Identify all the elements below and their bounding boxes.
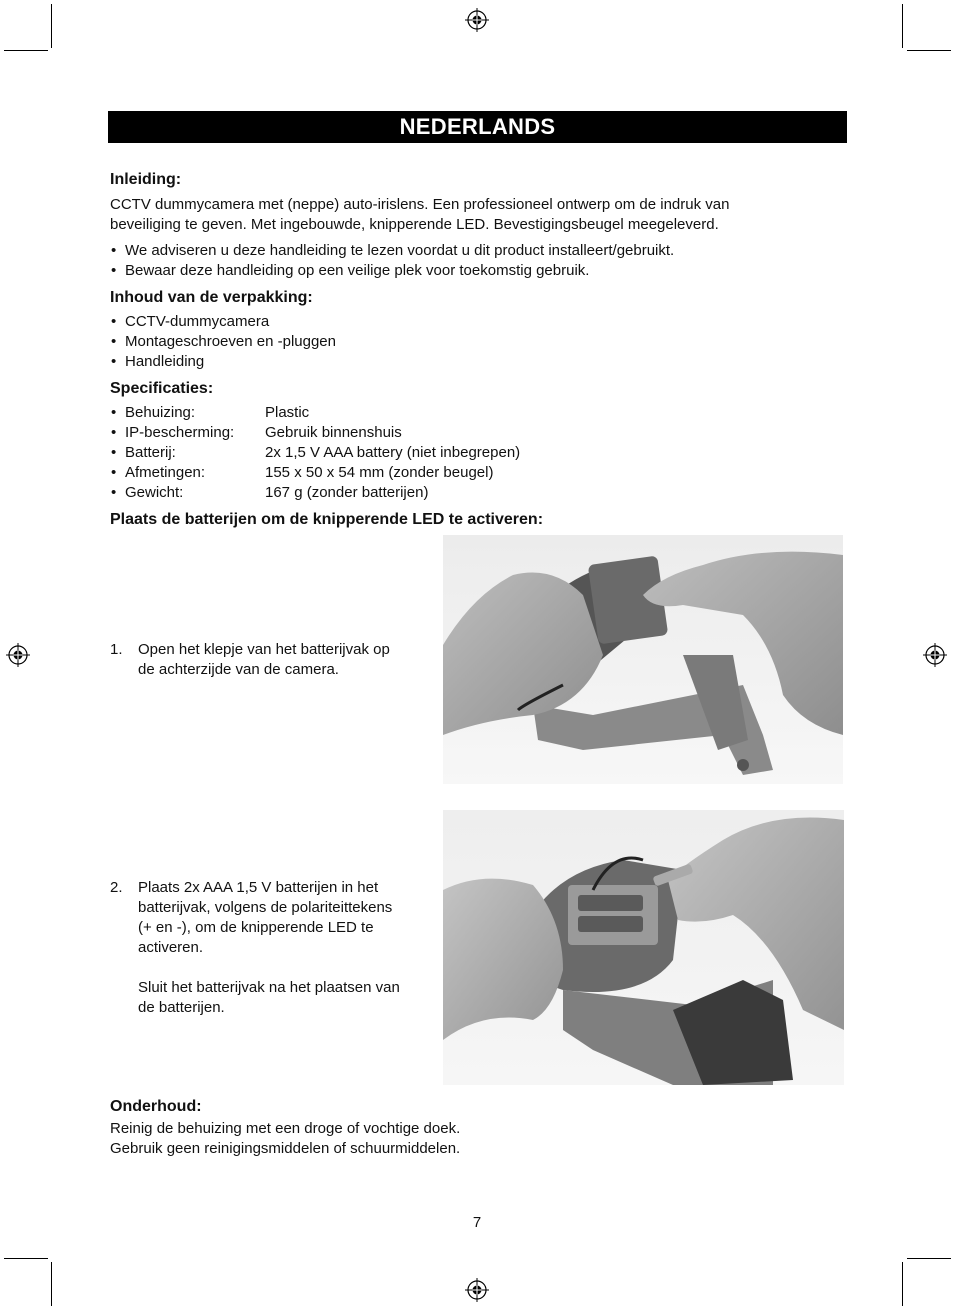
spec-label: Batterij: (125, 444, 176, 461)
maintenance-text-line: Reinig de behuizing met een droge of vochtige doek. (110, 1120, 461, 1137)
crop-mark (907, 1258, 951, 1259)
registration-mark-icon (923, 643, 947, 667)
step-text-line: de batterijen. (138, 999, 225, 1016)
photo-open-battery-cover (443, 535, 843, 784)
intro-heading: Inleiding: (110, 171, 182, 188)
spec-label: Behuizing: (125, 404, 196, 421)
banner-title: NEDERLANDS (399, 114, 556, 139)
install-heading: Plaats de batterijen om de knipperende LED te activeren: (110, 511, 544, 528)
package-heading: Inhoud van de verpakking: (110, 289, 313, 306)
step-number: 1. (110, 641, 123, 658)
step-number: 2. (110, 879, 123, 896)
install-step-2 (110, 878, 430, 1018)
list-item: • Montageschroeven en -pluggen (110, 332, 336, 352)
step-text-line: (+ en -), om de knipperende LED te (138, 919, 374, 936)
spec-label: Afmetingen: (125, 464, 206, 481)
list-item: • Bewaar deze handleiding op een veilige plek voor toekomstig gebruik. (110, 261, 674, 281)
spec-value: Gebruik binnenshuis (265, 424, 402, 441)
language-banner (108, 111, 847, 143)
spec-label: Gewicht: (125, 484, 184, 501)
list-item: • Handleiding (110, 352, 336, 372)
spec-value: 2x 1,5 V AAA battery (niet inbegrepen) (265, 444, 521, 461)
photo-insert-batteries (443, 810, 844, 1085)
step-text-line: batterijvak, volgens de polariteittekens (138, 899, 393, 916)
intro-text-line: beveiliging te geven. Met ingebouwde, knipperende LED. Bevestigingsbeugel meegeleverd. (110, 216, 719, 233)
crop-mark (51, 1262, 52, 1306)
crop-mark (4, 50, 48, 51)
step-text (138, 878, 430, 1018)
spacer (138, 958, 430, 978)
step-text-line: Sluit het batterijvak na het plaatsen van (138, 979, 400, 996)
list-item: • CCTV-dummycamera (110, 312, 336, 332)
install-step-1 (110, 640, 430, 680)
registration-mark-icon (465, 8, 489, 32)
crop-mark (51, 4, 52, 48)
spec-row (110, 463, 520, 483)
spec-row (110, 423, 520, 443)
intro-bullet-list (110, 241, 674, 281)
registration-mark-icon (6, 643, 30, 667)
spec-value: Plastic (265, 404, 310, 421)
intro-text-line: CCTV dummycamera met (neppe) auto-irislens. Een professioneel ontwerp om de indruk van (110, 196, 730, 213)
maintenance-text-line: Gebruik geen reinigingsmiddelen of schuurmiddelen. (110, 1140, 461, 1157)
spec-row (110, 483, 520, 503)
step-text (138, 640, 430, 680)
step-text-line: Plaats 2x AAA 1,5 V batterijen in het (138, 879, 379, 896)
spec-row (110, 403, 520, 423)
specs-list (110, 403, 520, 503)
crop-mark (4, 1258, 48, 1259)
spec-row (110, 443, 520, 463)
spec-value: 167 g (zonder batterijen) (265, 484, 429, 501)
spec-value: 155 x 50 x 54 mm (zonder beugel) (265, 464, 494, 481)
step-text-line: activeren. (138, 939, 204, 956)
maintenance-heading: Onderhoud: (110, 1098, 202, 1115)
list-item: • We adviseren u deze handleiding te lezen voordat u dit product installeert/gebruikt. (110, 241, 674, 261)
registration-mark-icon (465, 1278, 489, 1302)
crop-mark (902, 4, 903, 48)
step-text-line: Open het klepje van het batterijvak op (138, 641, 390, 658)
specs-heading: Specificaties: (110, 380, 214, 397)
spec-label: IP-bescherming: (125, 424, 235, 441)
package-list (110, 312, 336, 372)
step-text-line: de achterzijde van de camera. (138, 661, 339, 678)
page-number: 7 (472, 1214, 482, 1231)
crop-mark (907, 50, 951, 51)
crop-mark (902, 1262, 903, 1306)
